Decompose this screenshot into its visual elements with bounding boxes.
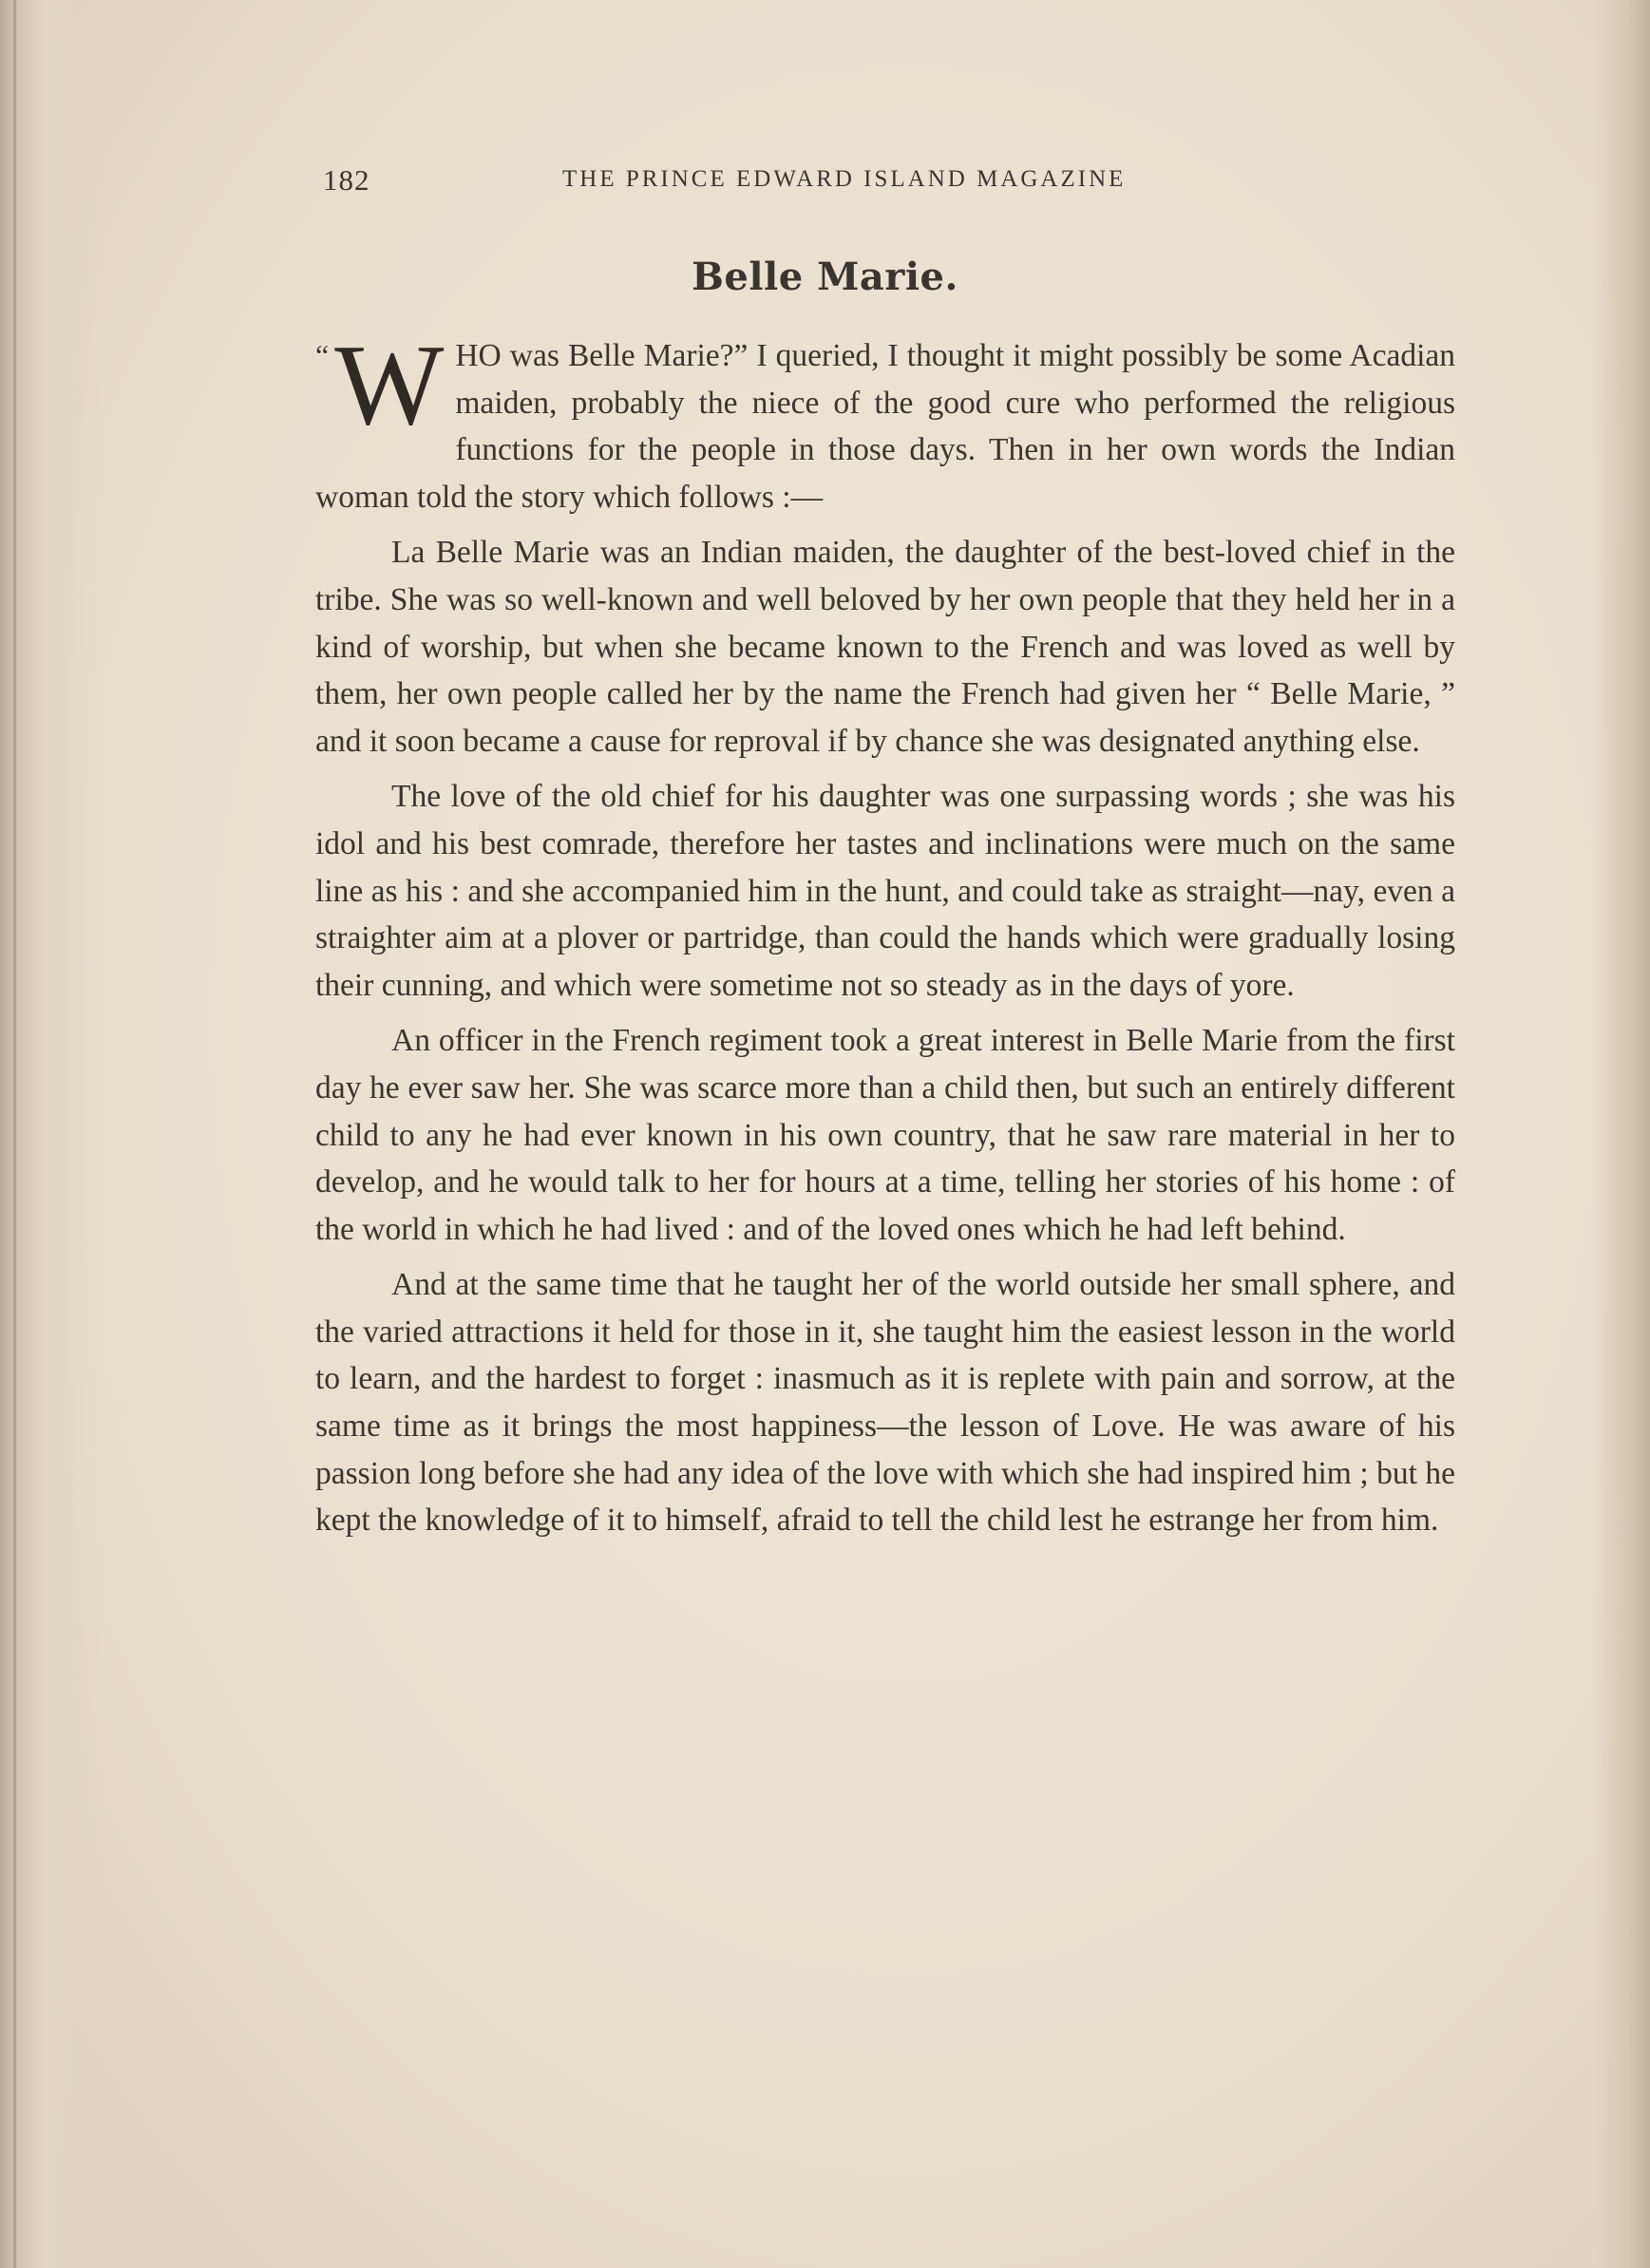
page-edge-shadow bbox=[1593, 0, 1650, 2268]
article-body bbox=[315, 321, 1455, 1553]
paragraph-2: La Belle Marie was an Indian maiden, the daughter of the best-loved chief in the tribe. She was so well-known and well beloved by her own people that they held her in a kind of worship, but when she became known to the French and was loved as well by them, her own people called her by the name the French had given her “ Belle Marie, ” and it soon became a cause for reproval if by chance she was designated anything else. bbox=[315, 535, 1455, 759]
binding-edge bbox=[13, 0, 16, 2268]
article-title: Belle Marie. bbox=[692, 255, 958, 299]
opening-quote: “ bbox=[315, 338, 330, 372]
running-head: THE PRINCE EDWARD ISLAND MAGAZINE bbox=[562, 166, 1127, 192]
paragraph-3: The love of the old chief for his daughter was one surpassing words ; she was his idol and his best comrade, therefore her tastes and inclinations were much on the same line as his : and she accompanied him in the hunt, and could take as straight—nay, even a straighter aim at a plover or partridge, than could the hands which were gradually losing their cunning, and which were sometime not so steady as in the days of yore. bbox=[315, 779, 1455, 1003]
paragraph-5: And at the same time that he taught her of the world outside her small sphere, and the varied attractions it held for those in it, she taught him the easiest lesson in the world to learn, and the hardest to forget : inasmuch as it is replete with pain and sorrow, at the same time as it brings the most happiness—the lesson of Love. He was aware of his passion long before she had any idea of the love with which she had inspired him ; but he kept the knowledge of it to himself, afraid to tell the child lest he estrange her from him. bbox=[315, 1267, 1455, 1539]
paragraph-text: HO was Belle Marie?” I queried, I thought it might possibly be some Acadian maiden, probably the niece of the good cure who performed the religious functions for the people in those days. Then in her own words the Indian woman told the story which follows :— bbox=[315, 338, 1455, 515]
drop-cap: W bbox=[334, 321, 445, 449]
paragraph-4: An officer in the French regiment took a great interest in Belle Marie from the first day he ever saw her. She was scarce more than a child then, but such an entirely different child to any he had ever known in his own country, that he saw rare material in her to develop, and he would talk to her for hours at a time, telling her stories of his home : of the world in which he had lived : and of the loved ones which he had left behind. bbox=[315, 1023, 1455, 1247]
paragraph-1 bbox=[315, 321, 1455, 520]
page-header bbox=[323, 163, 1292, 201]
page-number: 182 bbox=[323, 163, 370, 197]
